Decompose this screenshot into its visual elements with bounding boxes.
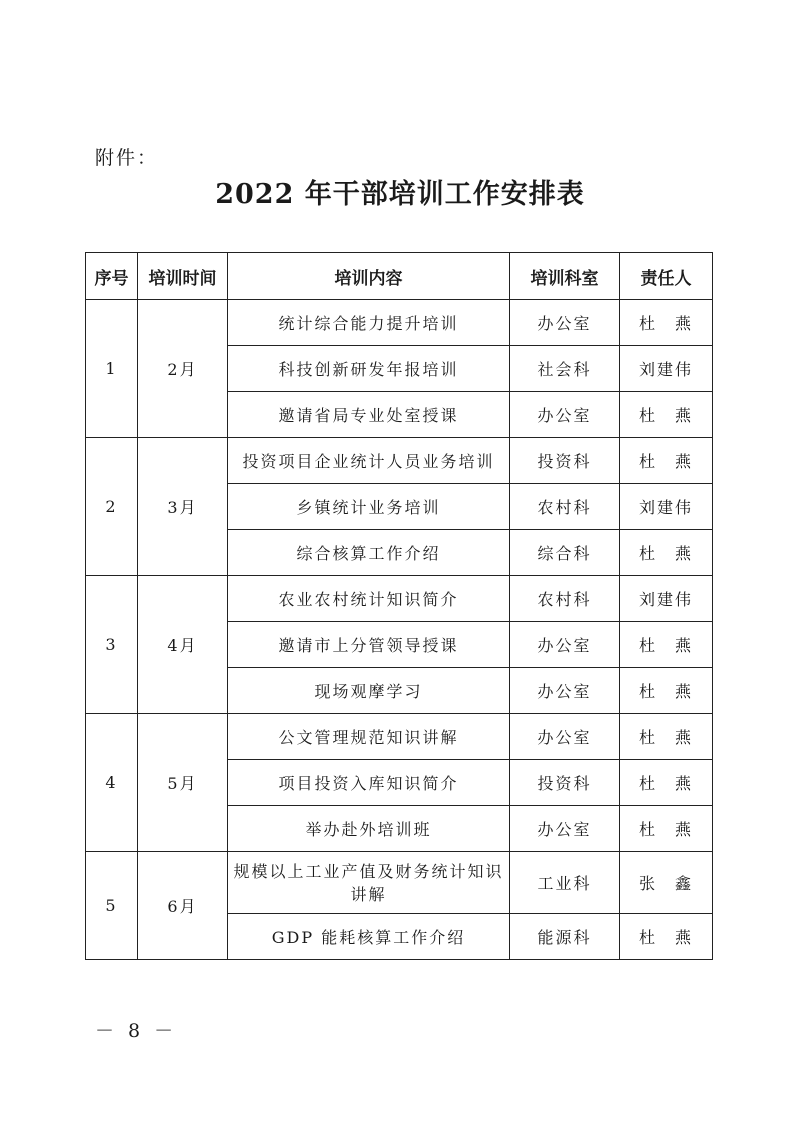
- row-number: 2: [86, 438, 138, 576]
- header-no: 序号: [86, 253, 138, 300]
- training-dept: 工业科: [510, 852, 620, 914]
- training-content: 规模以上工业产值及财务统计知识讲解: [228, 852, 510, 914]
- responsible-person: 张 鑫: [620, 852, 713, 914]
- training-dept: 农村科: [510, 484, 620, 530]
- training-dept: 农村科: [510, 576, 620, 622]
- table-row: [86, 714, 713, 760]
- table-row: [86, 438, 713, 484]
- training-dept: 办公室: [510, 300, 620, 346]
- training-dept: 综合科: [510, 530, 620, 576]
- row-number: 4: [86, 714, 138, 852]
- responsible-person: 杜 燕: [620, 668, 713, 714]
- training-content: 乡镇统计业务培训: [228, 484, 510, 530]
- training-dept: 能源科: [510, 914, 620, 960]
- page-title: 2022 年干部培训工作安排表: [215, 179, 585, 210]
- row-number: 5: [86, 852, 138, 960]
- training-content: 现场观摩学习: [228, 668, 510, 714]
- training-content: 公文管理规范知识讲解: [228, 714, 510, 760]
- training-dept: 办公室: [510, 392, 620, 438]
- training-dept: 投资科: [510, 760, 620, 806]
- page-number: － 8 －: [95, 1020, 178, 1042]
- responsible-person: 杜 燕: [620, 392, 713, 438]
- header-dept: 培训科室: [510, 253, 620, 300]
- responsible-person: 杜 燕: [620, 300, 713, 346]
- responsible-person: 杜 燕: [620, 714, 713, 760]
- row-number: 3: [86, 576, 138, 714]
- training-content: GDP 能耗核算工作介绍: [228, 914, 510, 960]
- responsible-person: 杜 燕: [620, 914, 713, 960]
- training-content: 项目投资入库知识简介: [228, 760, 510, 806]
- attachment-label: 附件：: [95, 147, 159, 169]
- header-time: 培训时间: [138, 253, 228, 300]
- responsible-person: 杜 燕: [620, 806, 713, 852]
- training-dept: 社会科: [510, 346, 620, 392]
- header-person: 责任人: [620, 253, 713, 300]
- responsible-person: 刘建伟: [620, 484, 713, 530]
- training-content: 综合核算工作介绍: [228, 530, 510, 576]
- row-number: 1: [86, 300, 138, 438]
- training-dept: 办公室: [510, 622, 620, 668]
- training-month: 3月: [138, 438, 228, 576]
- responsible-person: 杜 燕: [620, 438, 713, 484]
- training-month: 6月: [138, 852, 228, 960]
- training-content: 统计综合能力提升培训: [228, 300, 510, 346]
- training-content: 邀请省局专业处室授课: [228, 392, 510, 438]
- table-row: [86, 576, 713, 622]
- responsible-person: 杜 燕: [620, 760, 713, 806]
- table-row: [86, 852, 713, 914]
- training-content: 举办赴外培训班: [228, 806, 510, 852]
- training-content: 邀请市上分管领导授课: [228, 622, 510, 668]
- training-dept: 办公室: [510, 806, 620, 852]
- table-row: [86, 300, 713, 346]
- training-month: 4月: [138, 576, 228, 714]
- responsible-person: 刘建伟: [620, 576, 713, 622]
- training-month: 5月: [138, 714, 228, 852]
- responsible-person: 杜 燕: [620, 530, 713, 576]
- training-content: 科技创新研发年报培训: [228, 346, 510, 392]
- training-dept: 办公室: [510, 714, 620, 760]
- table-header-row: [86, 253, 713, 300]
- training-content: 投资项目企业统计人员业务培训: [228, 438, 510, 484]
- responsible-person: 杜 燕: [620, 622, 713, 668]
- training-schedule-table: [85, 252, 713, 960]
- training-dept: 办公室: [510, 668, 620, 714]
- responsible-person: 刘建伟: [620, 346, 713, 392]
- header-content: 培训内容: [228, 253, 510, 300]
- training-month: 2月: [138, 300, 228, 438]
- training-content: 农业农村统计知识简介: [228, 576, 510, 622]
- training-dept: 投资科: [510, 438, 620, 484]
